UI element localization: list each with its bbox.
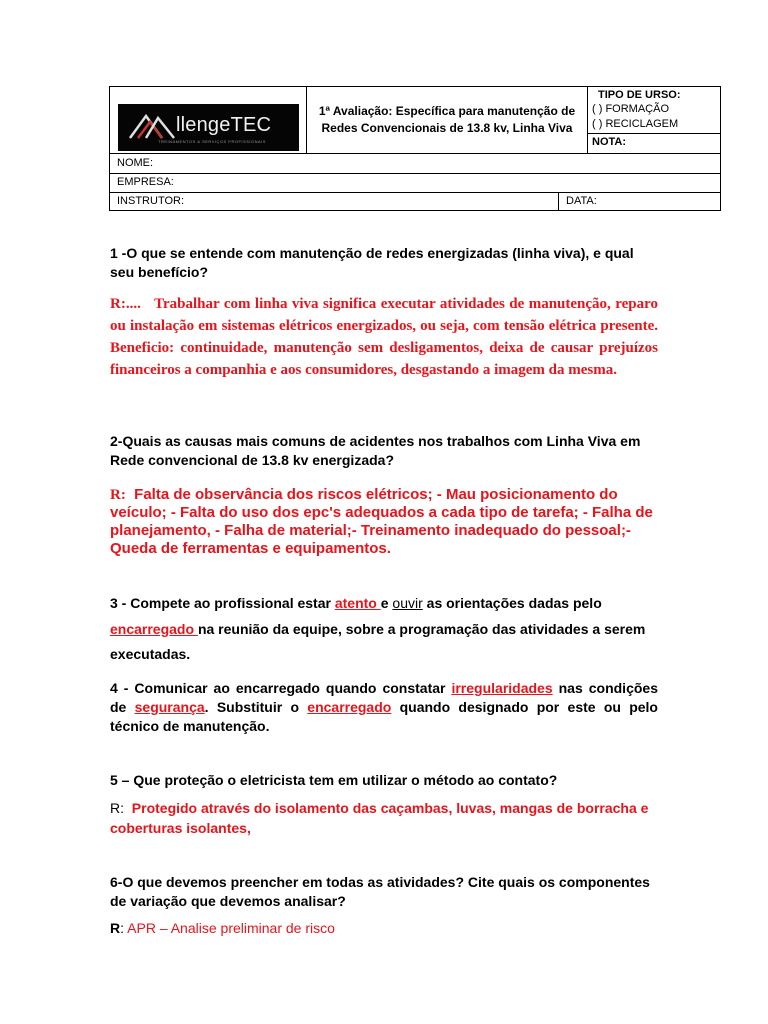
- answer-6-text: APR – Analise preliminar de risco: [127, 920, 335, 936]
- blank-seguranca: segurança: [134, 699, 205, 715]
- q4-text-4: quando designado por este ou pelo técnico de manutenção.: [110, 699, 658, 734]
- company-label: EMPRESA:: [117, 176, 174, 188]
- answer-5: [110, 798, 658, 838]
- date-label: DATA:: [566, 195, 597, 207]
- course-type-cell: [588, 87, 720, 134]
- answer-2-text: Falta de observância dos riscos elétricos; - Mau posicionamento do veículo; - Falta do uso dos epc's adequados a cada tipo de tarefa; - Falha de planejamento, - Falha de material;- Treinamento inadequado do pessoal;- Queda de ferramentas e equipamentos.: [110, 486, 653, 557]
- q3-text-1: 3 - Compete ao profissional estar: [110, 595, 335, 611]
- question-1: 1 -O que se entende com manutenção de redes energizadas (linha viva), e qual seu benefício?: [110, 245, 634, 280]
- name-field[interactable]: [110, 154, 720, 174]
- question-6: 6-O que devemos preencher em todas as atividades? Cite quais os componentes de variação que devemos analisar?: [110, 874, 650, 909]
- question-5: 5 – Que proteção o eletricista tem em utilizar o método ao contato?: [110, 772, 558, 788]
- course-type-title: TIPO DE URSO:: [598, 89, 681, 101]
- blank-irregularidades: irregularidades: [451, 680, 553, 696]
- blank-atento: atento: [334, 595, 381, 611]
- q3-text-2: e: [380, 595, 393, 611]
- evaluation-title: [307, 87, 588, 153]
- blank-ouvir: ouvir: [392, 595, 423, 611]
- title-line-2: Redes Convencionais de 13.8 kv, Linha Viva: [321, 121, 573, 135]
- answer-6-prefix: R: [110, 920, 121, 936]
- instructor-row: [110, 192, 720, 211]
- q4-text-1: 4 - Comunicar ao encarregado quando constatar: [110, 680, 452, 696]
- instructor-label: INSTRUTOR:: [117, 195, 185, 207]
- blank-encarregado: encarregado: [110, 620, 198, 637]
- option-reciclagem[interactable]: ( ) RECICLAGEM: [592, 118, 679, 130]
- blank-encarregado-2: encarregado: [307, 699, 392, 715]
- question-4: [110, 679, 658, 736]
- grade-cell[interactable]: [588, 134, 720, 153]
- q3-text-4: na reunião da equipe, sobre a programação das atividades a serem executadas.: [110, 620, 646, 662]
- logo-tagline: TREINAMENTOS & SERVIÇOS PROFISSIONAIS: [158, 139, 266, 144]
- title-line-1: 1ª Avaliação: Específica para manutenção de: [318, 104, 576, 118]
- answer-5-prefix: R:: [110, 800, 124, 816]
- answer-2-prefix: R:: [110, 487, 126, 503]
- header-table: [109, 86, 721, 211]
- name-label: NOME:: [117, 157, 154, 169]
- answer-5-text: Protegido através do isolamento das caçambas, luvas, mangas de borracha e coberturas isolantes,: [110, 800, 649, 836]
- answer-1-prefix: R:....: [110, 296, 141, 312]
- answer-6: [110, 918, 658, 938]
- company-logo: [118, 104, 299, 151]
- q4-text-2: nas condições de: [110, 680, 658, 715]
- answer-6-colon: :: [120, 920, 125, 936]
- q4-text-3: . Substituir o: [204, 699, 308, 715]
- cell-divider: [558, 192, 559, 211]
- grade-label: NOTA:: [592, 136, 627, 148]
- answer-1-text: Trabalhar com linha viva significa executar atividades de manutenção, reparo ou instalação em sistemas elétricos energizados, ou seja, com tensão elétrica presente. Beneficio: continuidade, manutenção sem desligamentos, deixa de causar prejuízos financeiros a companhia e aos consumidores, desgastando a imagem da mesma.: [110, 296, 659, 378]
- answer-1: [110, 293, 658, 381]
- question-3: [110, 591, 660, 668]
- header-top-row: [110, 87, 720, 154]
- q3-text-3: as orientações dadas pelo: [422, 595, 602, 611]
- logo-mark-icon: [128, 112, 178, 142]
- option-formacao[interactable]: ( ) FORMAÇÃO: [592, 103, 669, 115]
- logo-brand-text: llengeTEC: [176, 114, 272, 136]
- company-field[interactable]: [110, 173, 720, 193]
- question-2: 2-Quais as causas mais comuns de acidentes nos trabalhos com Linha Viva em Rede convencional de 13.8 kv energizada?: [110, 433, 641, 468]
- answer-2: [110, 486, 662, 558]
- logo-cell: [110, 87, 307, 153]
